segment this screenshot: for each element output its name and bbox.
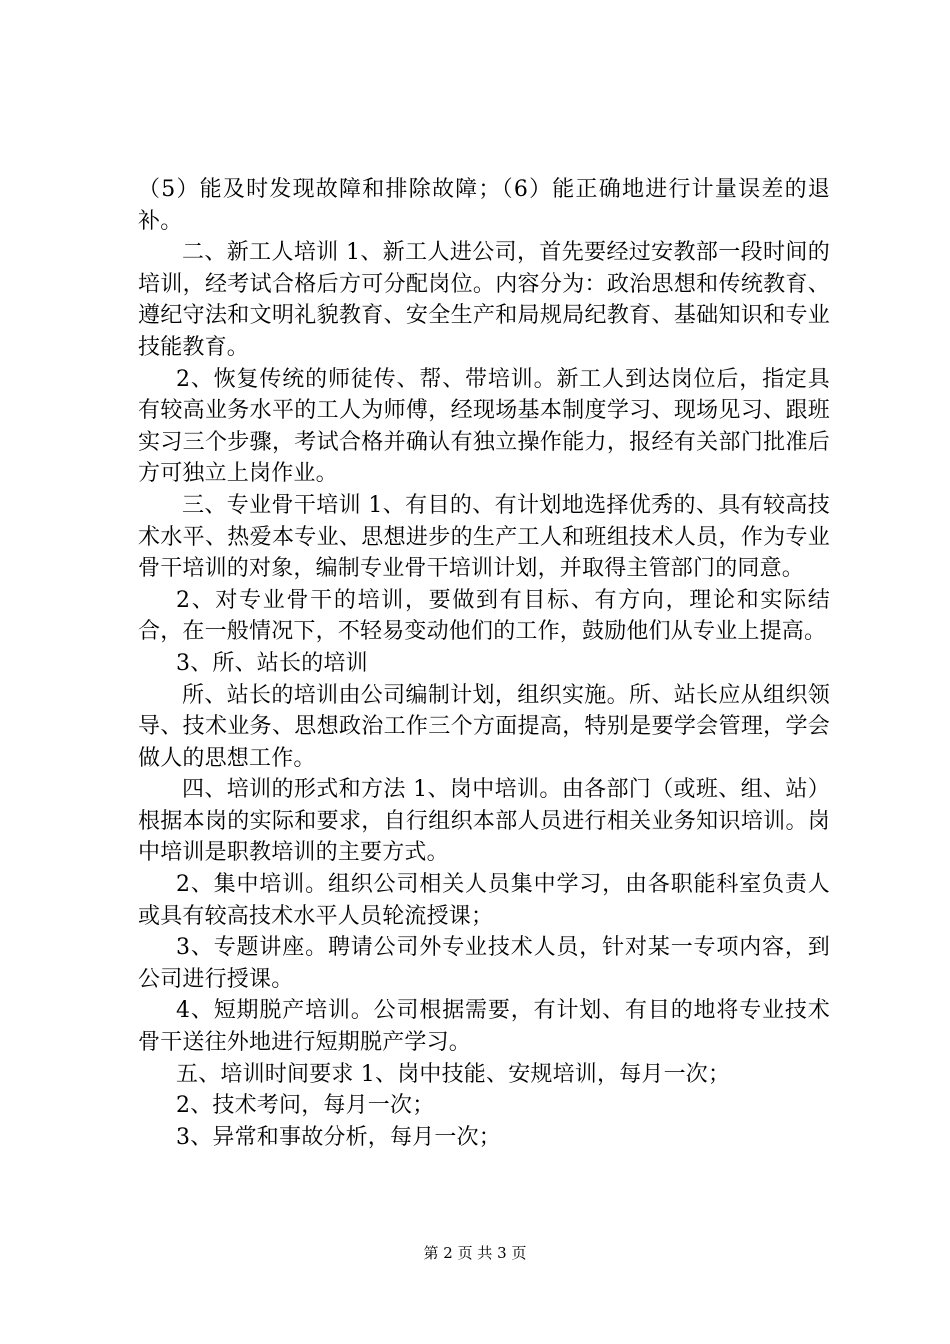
paragraph-training-methods: 四、培训的形式和方法 1、岗中培训。由各部门（或班、组、站）根据本岗的实际和要求，自行组织本部人员进行相关业务知识培训。岗中培训是职教培训的主要方式。 [138,777,830,866]
paragraph-time-requirements: 五、培训时间要求 1、岗中技能、安规培训，每月一次； [176,1061,731,1087]
document-body [138,174,830,1153]
paragraph-backbone-training: 三、专业骨干培训 1、有目的、有计划地选择优秀的、具有较高技术水平、热爱本专业、思想进步的生产工人和班组技术人员，作为专业骨干培训的对象，编制专业骨干培训计划，并取得主管部门的同意。 [138,492,830,582]
paragraph-new-worker-training: 二、新工人培训 1、新工人进公司，首先要经过安教部一段时间的培训，经考试合格后方可分配岗位。内容分为：政治思想和传统教育、遵纪守法和文明礼貌教育、安全生产和局规局纪教育、基础知识和专业技能教育。 [138,240,830,360]
paragraph-metering-skills: （5）能及时发现故障和排除故障；（6）能正确地进行计量误差的退补。 [138,177,830,234]
paragraph-incident-analysis: 3、异常和事故分析，每月一次； [176,1124,501,1150]
page-number-footer: 第 2 页 共 3 页 [423,1244,527,1262]
paragraph-station-head-training: 所、站长的培训由公司编制计划，组织实施。所、站长应从组织领导、技术业务、思想政治工作三个方面提高，特别是要学会管理，学会做人的思想工作。 [138,682,830,771]
paragraph-station-head-heading: 3、所、站长的培训 [176,650,368,676]
paragraph-backbone-training-goals: 2、对专业骨干的培训，要做到有目标、有方向，理论和实际结合，在一般情况下，不轻易变动他们的工作，鼓励他们从专业上提高。 [138,587,830,645]
paragraph-apprentice-training: 2、恢复传统的师徒传、帮、带培训。新工人到达岗位后，指定具有较高业务水平的工人为师傅，经现场基本制度学习、现场见习、跟班实习三个步骤，考试合格并确认有独立操作能力，报经有关部门批准后方可独立上岗作业。 [138,366,830,487]
paragraph-technical-quiz: 2、技术考问，每月一次； [176,1093,435,1119]
paragraph-lectures: 3、专题讲座。聘请公司外专业技术人员，针对某一专项内容，到公司进行授课。 [138,935,830,992]
paragraph-offsite-training: 4、短期脱产培训。公司根据需要，有计划、有目的地将专业技术骨干送往外地进行短期脱产学习。 [138,998,830,1056]
paragraph-centralized-training: 2、集中培训。组织公司相关人员集中学习，由各职能科室负责人或具有较高技术水平人员轮流授课； [138,872,830,929]
